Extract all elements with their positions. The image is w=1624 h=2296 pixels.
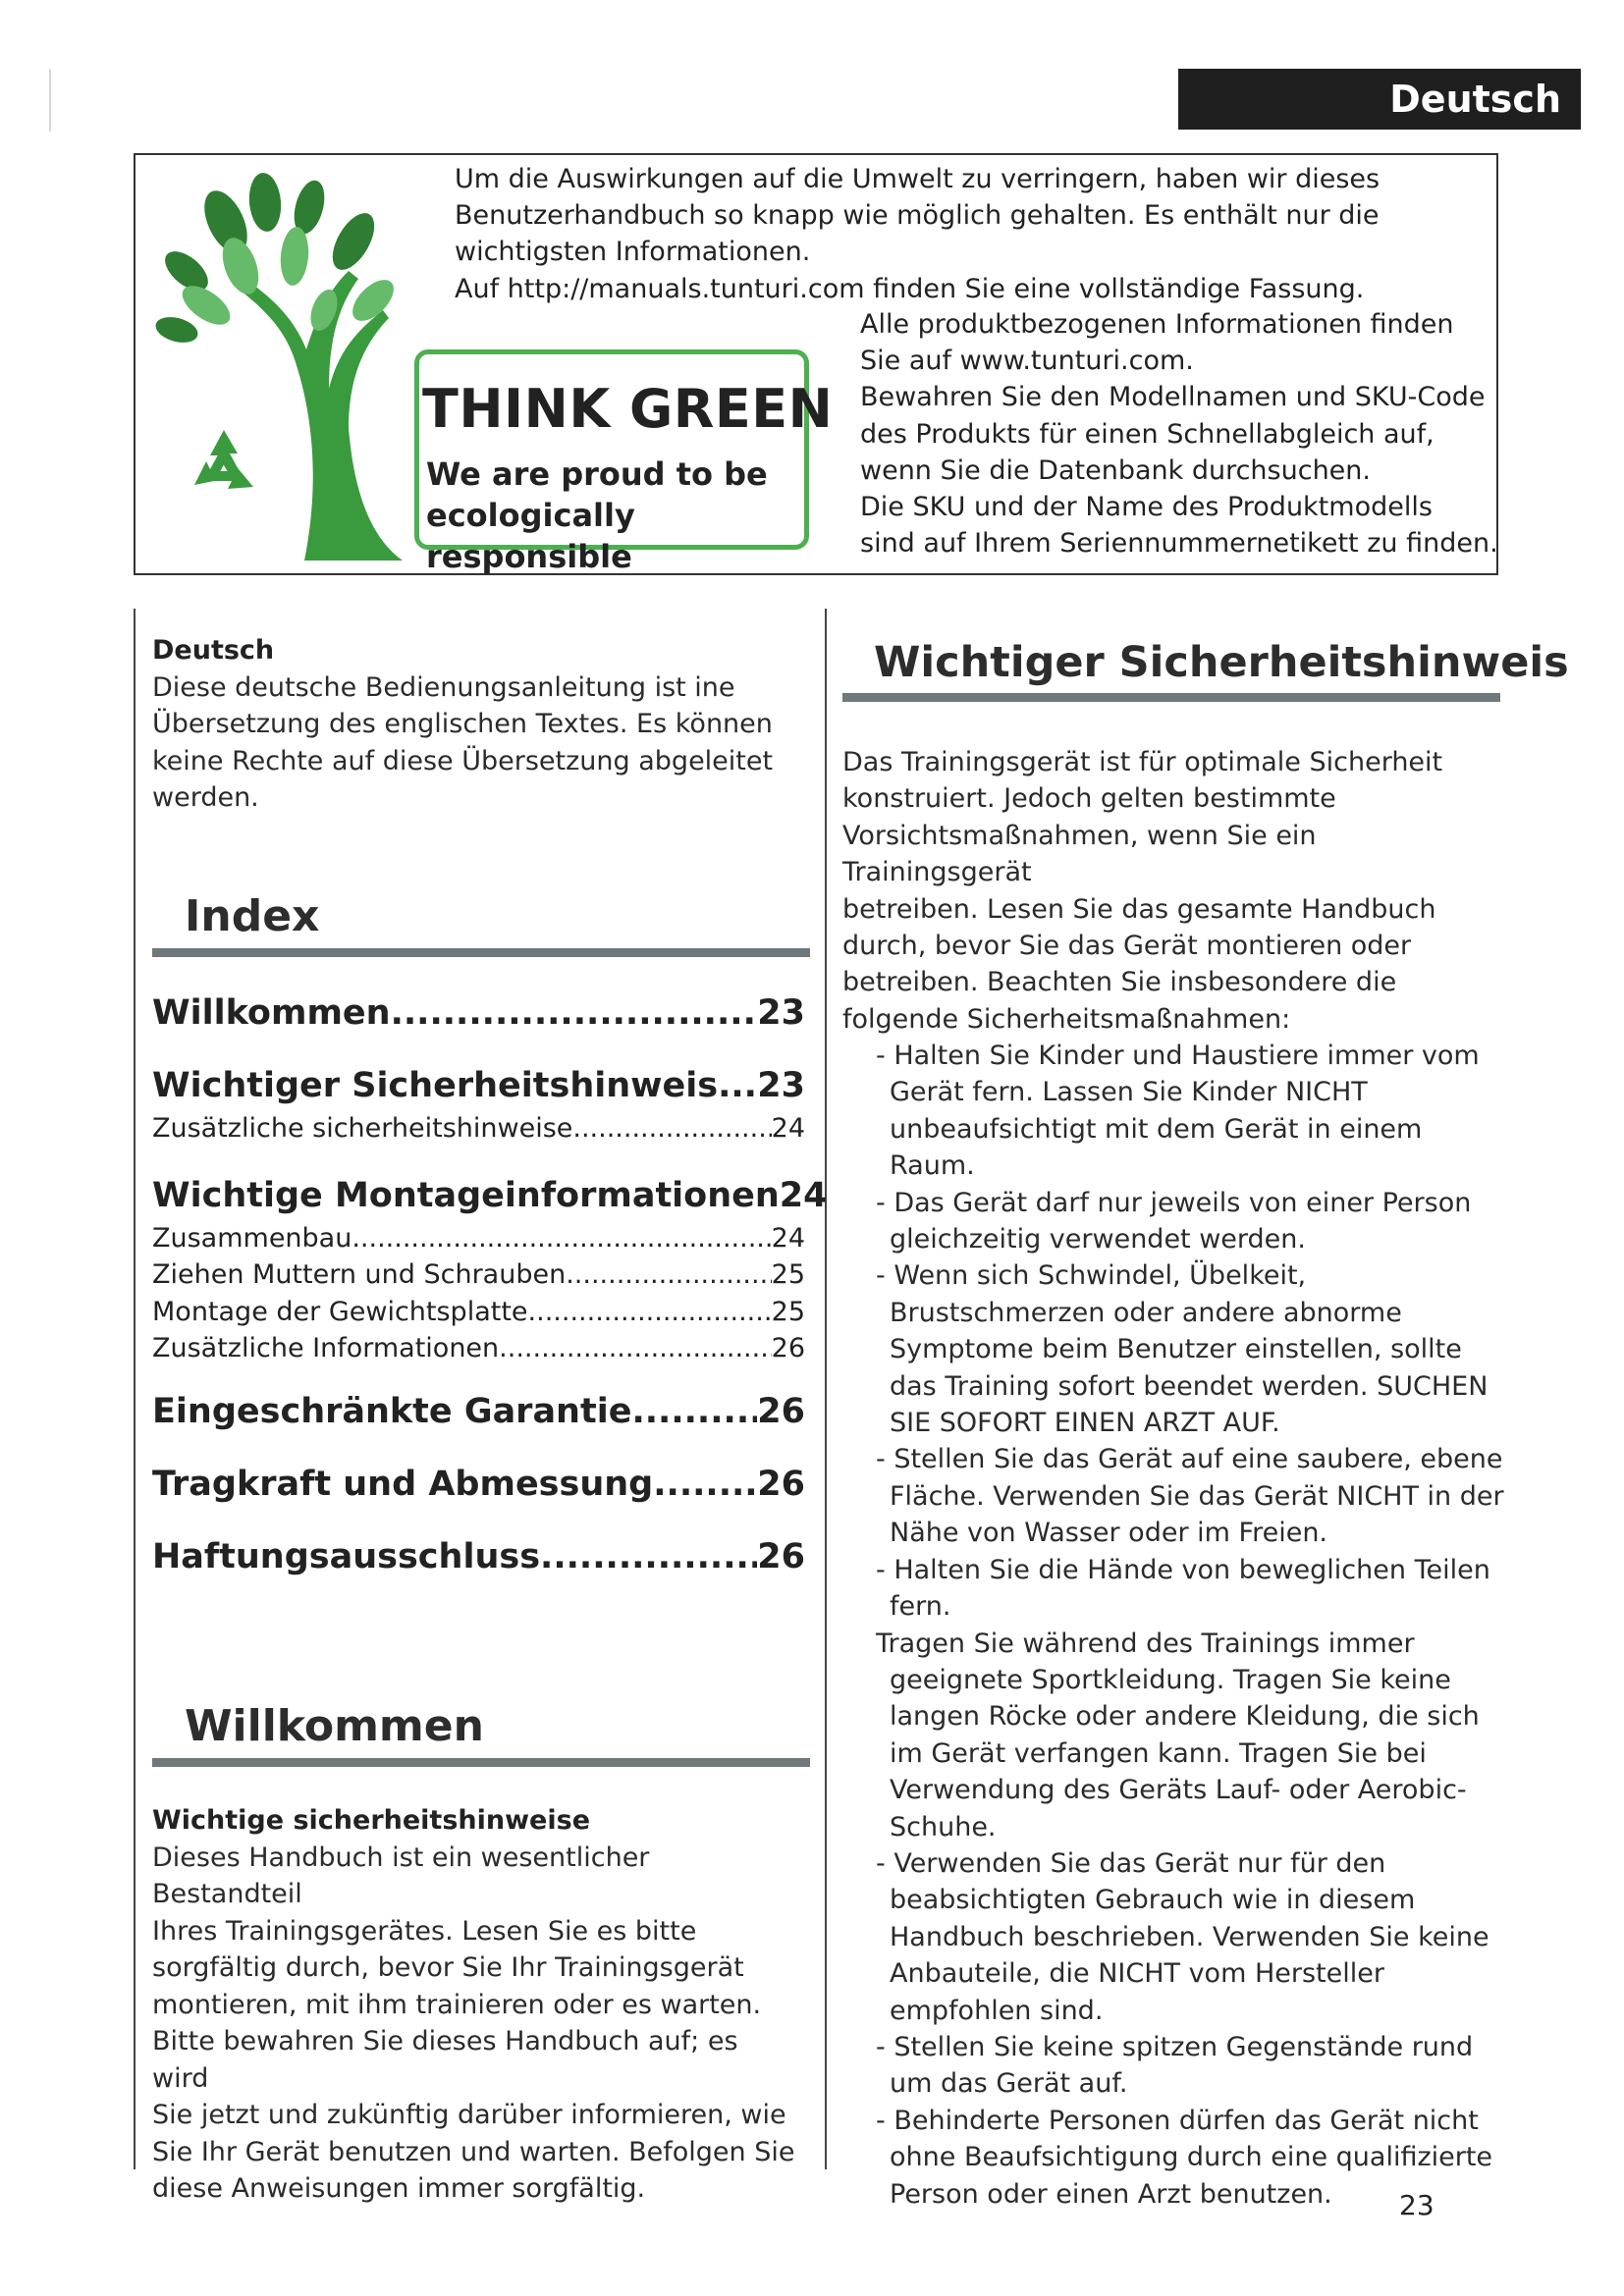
text-line: Benutzerhandbuch so knapp wie möglich gehalten. Es enthält nur die [455, 200, 1380, 232]
toc-entry[interactable] [152, 1333, 805, 1370]
toc-label: Eingeschränkte Garantie [152, 1391, 632, 1431]
welcome-title: Willkommen [185, 1701, 484, 1751]
safety-list [860, 1038, 1508, 2213]
toc-label: Zusammenbau [152, 1222, 352, 1254]
badge-tagline [426, 454, 799, 577]
index-rule [152, 948, 810, 957]
text-line: Vorsichtsmaßnahmen, wenn Sie ein Trainingsgerät [842, 820, 1317, 888]
text-line: durch, bevor Sie das Gerät montieren oder [842, 931, 1412, 962]
toc-leader [653, 1465, 757, 1504]
toc-leader [631, 1392, 757, 1431]
text-line: Die SKU und der Name des Produktmodells [860, 492, 1433, 523]
badge-tagline-line: We are proud to be [426, 455, 768, 493]
text-line: sorgfältig durch, bevor Sie Ihr Trainingsgerät [152, 1952, 744, 1983]
toc-leader [572, 1113, 771, 1144]
toc-leader [352, 1223, 771, 1254]
toc-page: 25 [771, 1296, 805, 1327]
toc-label: Willkommen [152, 993, 391, 1033]
text-line: Bewahren Sie den Modellnamen und SKU-Code [860, 382, 1486, 413]
safety-item: Tragen Sie während des Trainings immer geeignete Sportkleidung. Tragen Sie keine langen Röcke oder andere Kleidung, die sich im Gerät verfangen kann. Tragen Sie bei Verwendung des Geräts Lauf- oder Aerobic-Schuhe. [876, 1628, 1480, 1842]
center-column-rule [825, 609, 827, 2169]
safety-title: Wichtiger Sicherheitshinweis [874, 638, 1569, 687]
toc-label: Haftungsausschluss [152, 1536, 541, 1576]
toc-label: Wichtiger Sicherheitshinweis [152, 1066, 719, 1105]
safety-item: - Wenn sich Schwindel, Übelkeit, Brustschmerzen oder andere abnorme Symptome beim Benutzer einstellen, sollte das Training sofort beendet werden. SUCHEN SIE SOFORT EINEN ARZT AUF. [876, 1260, 1489, 1439]
safety-item: - Behinderte Personen dürfen das Gerät nicht ohne Beaufsichtigung durch eine qualifizierte Person oder einen Arzt benutzen. [876, 2105, 1493, 2210]
text-line: werden. [152, 782, 259, 813]
toc-page: 26 [757, 1391, 805, 1431]
text-line: Diese deutsche Bedienungsanleitung ist ine [152, 671, 735, 703]
toc-entry[interactable] [152, 1392, 805, 1439]
text-line: Auf http://manuals.tunturi.com finden Sie eine vollständige Fassung. [455, 273, 1365, 304]
safety-item: - Stellen Sie das Gerät auf eine saubere, ebene Fläche. Verwenden Sie das Gerät NICHT in der Nähe von Wasser oder im Freien. [876, 1444, 1504, 1549]
toc-label: Tragkraft und Abmessung [152, 1464, 654, 1504]
toc-page: 26 [757, 1536, 805, 1576]
text-line: konstruiert. Jedoch gelten bestimmte [842, 783, 1336, 815]
toc-leader [540, 1537, 757, 1576]
safety-item: - Stellen Sie keine spitzen Gegenstände rund um das Gerät auf. [876, 2031, 1474, 2100]
toc-entry[interactable] [152, 1297, 805, 1334]
toc-entry[interactable] [152, 1223, 805, 1260]
toc-label: Ziehen Muttern und Schrauben [152, 1259, 567, 1290]
toc-entry[interactable] [152, 1537, 805, 1584]
left-column-rule [134, 609, 135, 2169]
language-tab: Deutsch [1178, 69, 1581, 130]
toc-leader [566, 1259, 771, 1290]
text-line: diese Anweisungen immer sorgfältig. [152, 2173, 646, 2204]
toc-entry[interactable] [152, 993, 805, 1041]
safety-rule [842, 693, 1500, 702]
text-line: des Produkts für einen Schnellabgleich auf, [860, 418, 1435, 450]
language-note-heading: Deutsch [152, 635, 275, 666]
toc-label: Zusätzliche sicherheitshinweise [152, 1113, 573, 1144]
toc-page: 25 [771, 1259, 805, 1290]
page-number: 23 [1399, 2189, 1435, 2221]
text-line: betreiben. Beachten Sie insbesondere die [842, 967, 1397, 998]
toc-entry[interactable] [152, 1066, 805, 1113]
text-line: Sie Ihr Gerät benutzen und warten. Befolgen Sie [152, 2136, 795, 2167]
index-title: Index [185, 891, 320, 941]
table-of-contents [152, 993, 828, 1584]
welcome-section [152, 1802, 800, 2208]
welcome-rule [152, 1758, 810, 1767]
text-line: folgende Sicherheitsmaßnahmen: [842, 1003, 1291, 1035]
text-line: Sie jetzt und zukünftig darüber informieren, wie [152, 2100, 786, 2130]
text-line: Um die Auswirkungen auf die Umwelt zu verringern, haben wir dieses [455, 164, 1380, 194]
toc-leader [391, 993, 758, 1033]
safety-item: - Verwenden Sie das Gerät nur für den beabsichtigten Gebrauch wie in diesem Handbuch beschrieben. Verwenden Sie keine Anbauteile, die NICHT vom Hersteller empfohlen sind. [876, 1847, 1489, 2026]
text-line: montieren, mit ihm trainieren oder es warten. [152, 1989, 762, 2020]
text-line: Ihres Trainingsgerätes. Lesen Sie es bitte [152, 1915, 697, 1947]
toc-page: 24 [779, 1175, 828, 1215]
text-line: wichtigsten Informationen. [455, 237, 811, 268]
badge-tagline-line: ecologically responsible [426, 497, 635, 575]
toc-page: 23 [757, 993, 805, 1033]
safety-intro [842, 744, 1510, 1038]
toc-page: 26 [757, 1464, 805, 1504]
margin-mark [49, 69, 51, 132]
toc-leader [718, 1066, 757, 1105]
toc-label: Wichtige Montageinformationen [152, 1175, 780, 1215]
toc-entry[interactable] [152, 1259, 805, 1297]
toc-page: 26 [771, 1333, 805, 1363]
welcome-subheading: Wichtige sicherheitshinweise [152, 1805, 591, 1836]
text-line: sind auf Ihrem Seriennummernetikett zu finden. [860, 528, 1498, 560]
text-line: Das Trainingsgerät ist für optimale Sicherheit [842, 747, 1443, 777]
safety-item: - Das Gerät darf nur jeweils von einer Person gleichzeitig verwendet werden. [876, 1187, 1472, 1255]
toc-page: 23 [757, 1066, 805, 1105]
toc-leader [499, 1333, 771, 1363]
toc-label: Zusätzliche Informationen [152, 1333, 500, 1363]
toc-entry[interactable] [152, 1465, 805, 1512]
text-line: betreiben. Lesen Sie das gesamte Handbuch [842, 893, 1436, 925]
text-line: Dieses Handbuch ist ein wesentlicher Bestandteil [152, 1842, 650, 1909]
text-line: wenn Sie die Datenbank durchsuchen. [860, 454, 1371, 486]
toc-label: Montage der Gewichtsplatte [152, 1296, 528, 1327]
toc-page: 24 [771, 1222, 805, 1254]
text-line: Übersetzung des englischen Textes. Es können [152, 709, 773, 739]
text-line: keine Rechte auf diese Übersetzung abgeleitet [152, 745, 774, 776]
safety-item: - Halten Sie die Hände von beweglichen Teilen fern. [876, 1554, 1490, 1623]
product-info-note [860, 306, 1498, 561]
text-line: Bitte bewahren Sie dieses Handbuch auf; es wird [152, 2026, 738, 2094]
text-line: Alle produktbezogenen Informationen finden [860, 309, 1454, 340]
badge-title: THINK GREEN [422, 378, 834, 440]
environment-note [455, 161, 1495, 307]
toc-leader [528, 1297, 772, 1327]
text-line: Sie auf www.tunturi.com. [860, 346, 1194, 377]
toc-entry[interactable] [152, 1113, 805, 1150]
toc-entry[interactable] [152, 1175, 828, 1223]
toc-page: 24 [771, 1113, 805, 1144]
safety-item: - Halten Sie Kinder und Haustiere immer vom Gerät fern. Lassen Sie Kinder NICHT unbeaufsichtigt mit dem Gerät in einem Raum. [876, 1041, 1480, 1182]
language-note [152, 632, 800, 817]
